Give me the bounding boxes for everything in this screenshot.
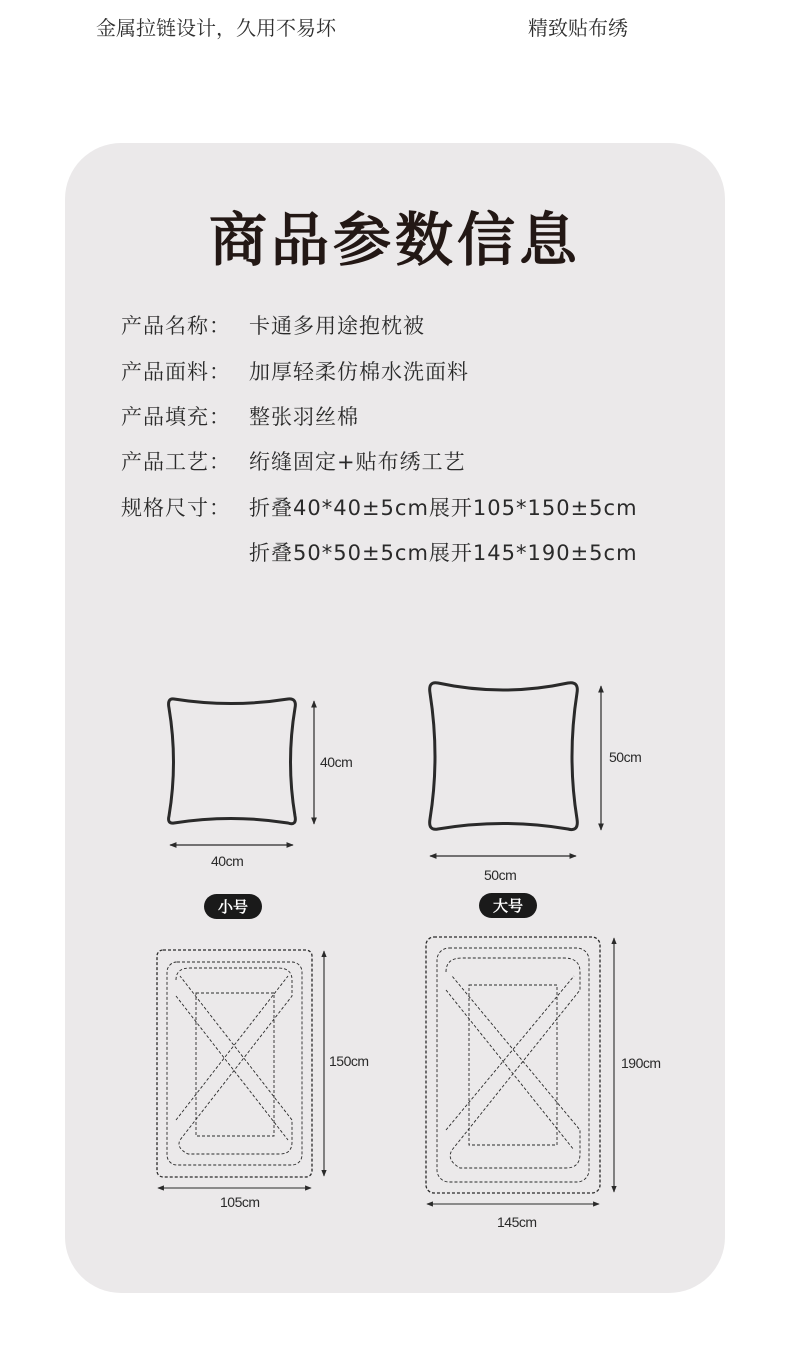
large-quilt-quilting-pattern <box>446 958 580 1168</box>
spec-value: 折叠50*50±5cm展开145*190±5cm <box>249 541 638 565</box>
small-size-badge <box>204 894 262 919</box>
spec-value: 整张羽丝棉 <box>249 405 359 429</box>
large-quilt-diagram <box>426 937 614 1204</box>
small-quilt-height-label: 150cm <box>329 1053 369 1069</box>
spec-value: 绗缝固定+贴布绣工艺 <box>249 450 466 474</box>
large-pillow-width-label: 50cm <box>484 867 517 883</box>
spec-value: 加厚轻柔仿棉水洗面料 <box>249 360 469 384</box>
large-quilt-inner-border <box>437 948 589 1182</box>
small-pillow-outline <box>169 699 296 824</box>
large-quilt-outer <box>426 937 600 1193</box>
small-quilt-diagram <box>157 950 324 1188</box>
large-quilt-width-label: 145cm <box>497 1214 537 1230</box>
small-quilt-width-label: 105cm <box>220 1194 260 1210</box>
zipper-caption: 金属拉链设计，久用不易坏 <box>96 16 336 40</box>
small-pillow-diagram <box>169 699 353 869</box>
large-badge-label: 大号 <box>492 897 524 915</box>
small-quilt-quilting-pattern <box>176 968 292 1154</box>
spec-label: 产品名称： <box>121 314 231 338</box>
panel-title: 商品参数信息 <box>208 206 581 274</box>
spec-label: 产品面料： <box>121 360 231 384</box>
large-quilt-center <box>469 985 557 1145</box>
large-pillow-height-label: 50cm <box>609 749 642 765</box>
small-badge-label: 小号 <box>217 898 249 916</box>
spec-value: 卡通多用途抱枕被 <box>249 314 425 338</box>
spec-label: 产品填充： <box>121 405 231 429</box>
large-pillow-diagram <box>430 683 642 883</box>
spec-label: 规格尺寸： <box>121 496 231 520</box>
small-quilt-center <box>196 993 274 1136</box>
spec-value: 折叠40*40±5cm展开105*150±5cm <box>249 496 638 520</box>
small-quilt-outer <box>157 950 312 1177</box>
small-quilt-inner-border <box>167 962 302 1165</box>
small-pillow-width-label: 40cm <box>211 853 244 869</box>
large-quilt-height-label: 190cm <box>621 1055 661 1071</box>
large-size-badge <box>479 893 537 918</box>
embroidery-caption: 精致贴布绣 <box>528 16 628 40</box>
large-pillow-outline <box>430 683 578 830</box>
small-pillow-height-label: 40cm <box>320 754 353 770</box>
spec-label: 产品工艺： <box>121 450 231 474</box>
